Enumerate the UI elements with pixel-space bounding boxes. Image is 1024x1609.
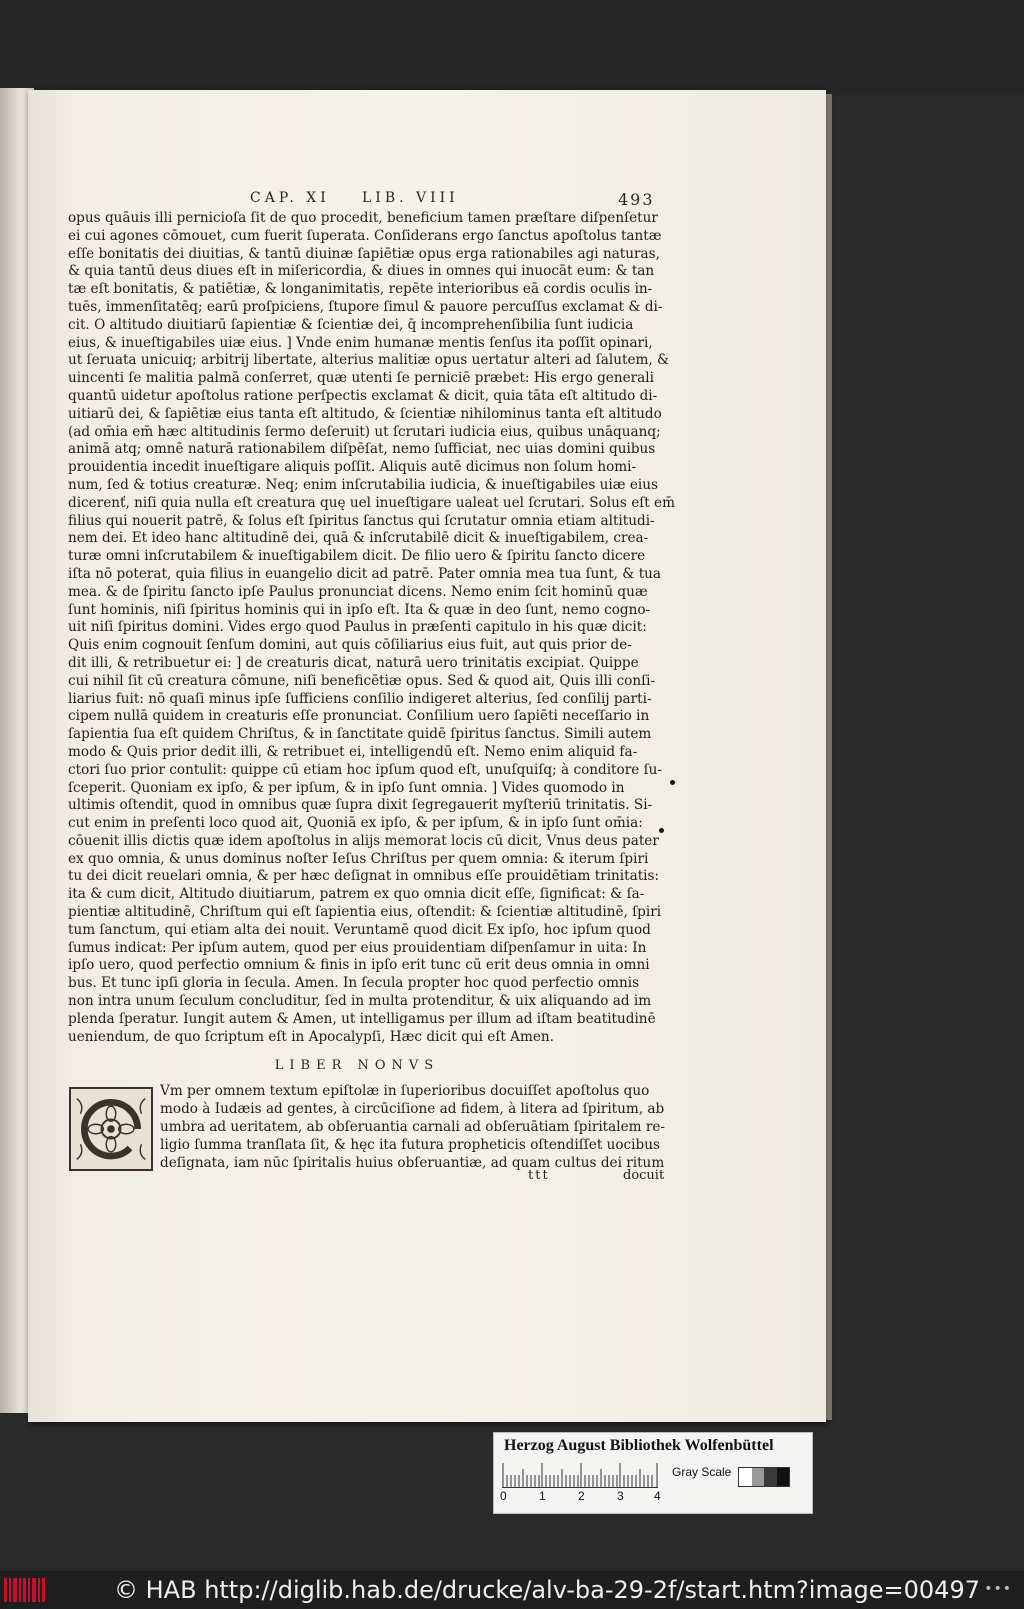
more-options-icon[interactable]: ••• bbox=[984, 1581, 1012, 1597]
swatch-white bbox=[739, 1468, 752, 1486]
page-edge-shadow bbox=[826, 94, 832, 1420]
ruler-label: 1 bbox=[539, 1489, 546, 1503]
book-heading: LIBER NONVS bbox=[274, 1058, 440, 1073]
permalink-text[interactable]: © HAB http://diglib.hab.de/drucke/alv-ba-29-2f/start.htm?image=00497 bbox=[114, 1576, 980, 1604]
paragraph: opus quāuis illi pernicioſa ſit de quo procedit, beneficium tamen præſtare diſpenſetur ei cui agones cōmouet, cum fuerit ſuperata. Conſiderans ergo ſanctus apoſtolus tantæ eſſe bonitatis dei diuitias, & tantū diuinæ ſapiētiæ opus erga rationabiles agi naturas, & quia tantū deus diues eſt in miſericordia, & diues in omnes qui inuocāt eum: & tan tæ eſt bonitatis, & patiētiæ, & longanimitatis, repēte interioribus eā cordis oculis in- tuēs, immenſitatēq; earū proſpiciens, ſtupore ſimul & pauore percuſſus exclamat & di- cit. O altitudo diuitiarū ſapientiæ & ſcientiæ dei, q̄ incomprehenſibilia ſunt iudicia eius, & inueſtigabiles uiæ eius. ] Vnde enim humanæ mentis ſenſus ita poſſit opinari, ut ſeruata unicuiq; arbitrij libertate, alterius malitiæ opus uertatur alteri ad ſalutem, & uincenti ſe malitia palmā conſerret, quæ utenti ſe perniciē præbet: His ergo generali quantū uidetur apoſtolus ratione perſpectis exclamat & dicit, quia tāta eſt altitudo di- uitiarū dei, & ſapiētiæ eius tanta eſt altitudo, & ſcientiæ nihilominus tanta eſt altitudo (ad om̄ia em̄ hæc altitudinis ſermo deſeruit) ut ſcrutari iudicia eius, quibus unāquanq; animā atq; omnē naturā rationabilem diſpēſat, nemo ſufficiat, nec uias domini quibus prouidentia incedit inueſtigare aliquis poſſit. Aliquis autē dicimus non ſolum homi- num, ſed & totius creaturæ. Neq; enim inſcrutabilia iudicia, & inueſtigabiles uiæ eius dicerenť, niſi quia nulla eſt creatura quę uel inueſtigare ualeat uel ſcrutari. Solus eſt em̄ filius qui nouerit patrē, & ſolus eſt ſpiritus ſanctus qui ſcrutatur omnia etiam altitudi- nem dei. Et ideo hanc altitudinē dei, quā & inſcrutabilē dicit & inueſtigabilem, crea- turæ omni inſcrutabilem & inueſtigabilem dicit. De filio uero & ſpiritu ſancto dicere iſta nō poterat, quia filius in euangelio dicit ad patrē. Pater omnia mea tua ſunt, & tua mea. & de ſpiritu ſancto ipſe Paulus pronunciat dicens. Nemo enim ſcit hominū quæ ſunt hominis, niſi ſpiritus hominis qui in ipſo eſt. Ita & quæ in deo ſunt, nemo cogno- uit niſi ſpiritus domini. Vides ergo quod Paulus in præſenti capitulo in his quæ dicit: bbox=[68, 210, 675, 636]
hab-barcode-logo-icon[interactable] bbox=[2, 1575, 48, 1605]
ruler-label: 0 bbox=[500, 1489, 507, 1503]
scale-ruler bbox=[502, 1463, 658, 1488]
swatch-black bbox=[777, 1468, 790, 1486]
scan-background-top bbox=[0, 0, 1024, 95]
running-head-chapter: CAP. XI bbox=[250, 190, 330, 206]
book-page bbox=[28, 90, 826, 1422]
paragraph: Quis enim cognouit ſenſum domini, aut quis cōſiliarius eius fuit, aut quis prior de- dit illi, & retribuetur ei: ] de creaturis dicat, naturā uero trinitatis excipiat. Quippe cui nihil ſit cū creatura cōmune, niſi beneficētiæ opus. Sed & quod ait, Quis illi conſi- liarius fuit: nō quaſi minus ipſe ſufficiens conſilio indigeret alterius, ſed conſilij parti- cipem nullā quidem in creaturis eſſe pronunciat. Conſilium uero ſapiēti neceſſario in ſapientia ſua eſt quidem Chriſtus, & in ſanctitate quidē ſpiritus ſanctus. Simili autem modo & Quis prior dedit illi, & retribuet ei, intelligendū eſt. Nemo enim aliquid fa- ctori ſuo prior contulit: quippe cū etiam hoc ipſum quod eſt, unuſquiſq; à conditore ſu- ſceperit. Quoniam ex ipſo, & per ipſum, & in ipſo ſunt omnia. ] Vides quomodo in ultimis oſtendit, quod in omnibus quæ ſupra dixit ſegregauerit myſteriū trinitatis. Si- cut enim in preſenti loco quod ait, Quoniā ex ipſo, & per ipſum, & in ipſo ſunt om̄ia: cōuenit illis dictis quæ idem apoſtolus in alijs memorat locis cū dicit, Vnus deus pater ex quo omnia, & unus dominus noſter Ieſus Chriſtus per quem omnia: & iterum ſpiri tu dei dicit reuelari omnia, & per hæc deſignat in omnibus eſſe prouidētiam trinitatis: ita & cum dicit, Altitudo diuitiarum, patrem ex quo omnia dicit eſſe, ſignificat: & ſa- pientiæ altitudinē, Chriſtum qui eſt ſapientia eius, oſtendit: & ſcientiæ altitudinē, ſpiri tum ſanctum, qui etiam alta dei nouit. Veruntamē quod dicit Ex ipſo, hoc ipſum quod ſumus indicat: Per ipſum autem, quod per eius prouidentiam diſpenſamur in uita: In ipſo uero, quod perfectio omnium & finis in ipſo erit tunc cū erit deus omnia in omni bus. Et tunc ipſi gloria in ſecula. Amen. In ſecula propter hoc quod perfectio omnis non intra unum ſeculum concluditur, ſed in multa protenditur, & uix aliquando ad im plenda ſperatur. Iungit autem & Amen, ut intelligamus per illum ad iſtam beatitudinē ueniendum, de quo ſcriptum eſt in Apocalypſi, Hæc dicit qui eſt Amen. bbox=[68, 637, 662, 1045]
signature-mark: ttt bbox=[528, 1168, 550, 1183]
flower-ornament-icon bbox=[71, 1089, 151, 1169]
catchword: docuit bbox=[623, 1168, 665, 1183]
decorated-initial-c bbox=[69, 1087, 153, 1171]
swatch-gray bbox=[752, 1468, 765, 1486]
page-number: 493 bbox=[618, 190, 655, 209]
ruler-label: 3 bbox=[617, 1489, 624, 1503]
ruler-ticks-icon bbox=[502, 1463, 658, 1487]
ink-speck bbox=[659, 828, 664, 833]
paragraph: Vm per omnem textum epiſtolæ in ſuperioribus docuiſſet apoſtolus quo modo à Iudæis ad gentes, à circūciſione ad fidem, à litera ad ſpiritum, ab umbra ad ueritatem, ab obſeruantia carnali ad obſeruātiam ſpiritalem re- ligio ſumma tranſlata ſit, & hęc ita futura propheticis oſtendiſſet uocibus deſignata, iam nūc ſpiritalis huius obſeruantiæ, ad quam cultus dei ritum bbox=[160, 1083, 665, 1171]
swatch-dark bbox=[764, 1468, 777, 1486]
intro-paragraph bbox=[160, 1082, 690, 1180]
gray-scale-swatches bbox=[738, 1467, 790, 1487]
ruler-label: 2 bbox=[578, 1489, 585, 1503]
ink-speck bbox=[670, 780, 675, 785]
library-name: Herzog August Bibliothek Wolfenbüttel bbox=[504, 1437, 774, 1454]
running-head-book: LIB. VIII bbox=[362, 190, 459, 206]
library-colour-card bbox=[493, 1432, 813, 1514]
ruler-label: 4 bbox=[654, 1489, 661, 1503]
gray-scale-label: Gray Scale bbox=[672, 1465, 732, 1479]
viewer-footer bbox=[0, 1571, 1024, 1609]
main-text bbox=[68, 210, 690, 1140]
